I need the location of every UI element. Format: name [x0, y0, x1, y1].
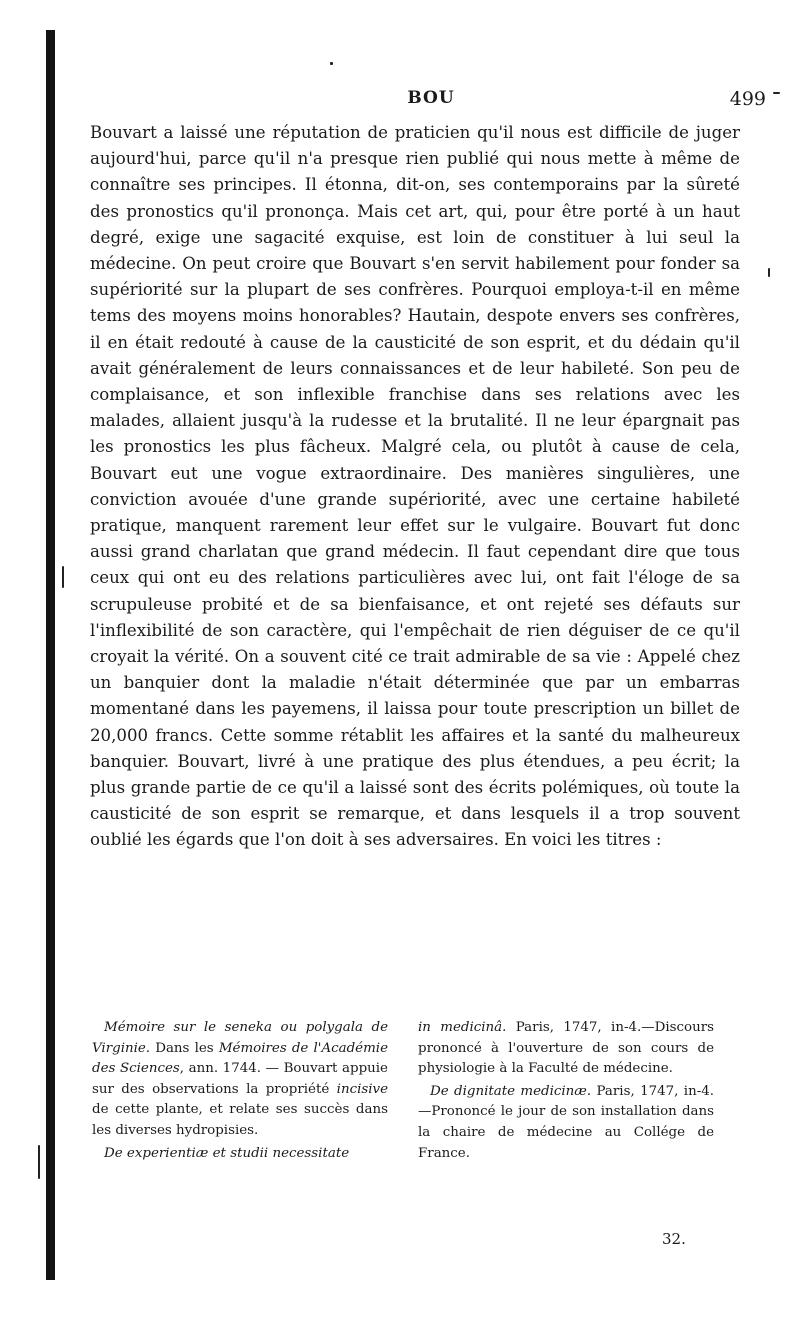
note-text: de cette plante, et relate ses succès dans les diverses hydropisies.: [92, 1102, 388, 1138]
note-title: De dignitate medicinæ.: [430, 1083, 592, 1099]
ink-speck: [38, 1145, 40, 1179]
notes-left-column: [92, 1018, 388, 1166]
ink-speck: [768, 268, 770, 277]
ink-speck: [773, 92, 780, 94]
note-title: in medicinâ.: [418, 1020, 507, 1035]
running-header: [96, 88, 766, 118]
note-source: Mémoires de l'Académie des Sciences: [92, 1040, 388, 1077]
main-paragraph: Bouvart a laissé une réputation de praticien qu'il nous est difficile de juger aujourd'hui, parce qu'il n'a presque rien publié qui nous mette à même de connaître ses principes. Il étonna, dit-on, ses contemporains par la sûreté des pronostics qu'il prononça. Mais cet art, qui, pour être porté à un haut degré, exige une sagacité exquise, est loin de constituer à lui seul la médecine. On peut croire que Bouvart s'en servit habilement pour fonder sa supériorité sur la plupart de ses confrères. Pourquoi employa-t-il en même tems des moyens moins honorables? Hautain, despote envers ses confrères, il en était redouté à cause de la causticité de son esprit, et du dédain qu'il avait généralement de leurs connaissances et de leur habileté. Son peu de complaisance, et son inflexible franchise dans ses relations avec les malades, allaient jusqu'à la rudesse et la brutalité. Il ne leur épargnait pas les pronostics les plus fâcheux. Malgré cela, ou plutôt à cause de cela, Bouvart eut une vogue extraordinaire. Des manières singulières, une conviction avouée d'une grande supériorité, avec une certaine habileté pratique, manquent rarement leur effet sur le vulgaire. Bouvart fut donc aussi grand charlatan que grand médecin. Il faut cependant dire que tous ceux qui ont eu des relations particulières avec lui, ont fait l'éloge de sa scrupuleuse probité et de sa bienfaisance, et ont rejeté ses défauts sur l'inflexibilité de son caractère, qui l'empêchait de rien déguiser de ce qu'il croyait la vérité. On a souvent cité ce trait admirable de sa vie : Appelé chez un banquier dont la maladie n'était déterminée que par un embarras momentané dans les payemens, il laissa pour toute prescription un billet de 20,000 francs. Cette somme rétablit les affaires et la santé du malheureux banquier. Bouvart, livré à une pratique des plus étendues, a peu écrit; la plus grande partie de ce qu'il a laissé sont des écrits polémiques, où toute la causticité de son esprit se remarque, et dans lesquels il a trop souvent oublié les égards que l'on doit à ses adversaires. En voici les titres :: [90, 123, 740, 850]
page-number: 499: [729, 88, 766, 110]
binding-shadow: [46, 30, 55, 1280]
note-title: De experientiæ et studii necessitate: [104, 1145, 350, 1161]
note-emphasis: incisive: [336, 1081, 388, 1097]
note-text: , ann. 1744. — Bouvart appuie sur des observations la propriété: [92, 1061, 388, 1097]
note-entry: [92, 1144, 388, 1165]
ink-speck: [62, 566, 64, 588]
notes-right-column: [418, 1018, 714, 1166]
note-entry: [418, 1018, 714, 1080]
bibliography-notes: [92, 1018, 752, 1238]
note-entry: [92, 1018, 388, 1142]
signature-mark: 32.: [662, 1230, 686, 1248]
note-text: Paris, 1747, in-4.—Prononcé le jour de son installation dans la chaire de médecine au Collége de France.: [418, 1083, 715, 1161]
note-title: Mémoire sur le seneka ou polygala de Virginie.: [92, 1020, 388, 1056]
note-entry: [418, 1082, 714, 1164]
ink-speck: [330, 62, 333, 65]
note-text: Dans les: [150, 1040, 219, 1056]
running-title: BOU: [407, 88, 455, 108]
note-text: Paris, 1747, in-4.—Discours prononcé à l'ouverture de son cours de physiologie à la Faculté de médecine.: [418, 1020, 714, 1077]
